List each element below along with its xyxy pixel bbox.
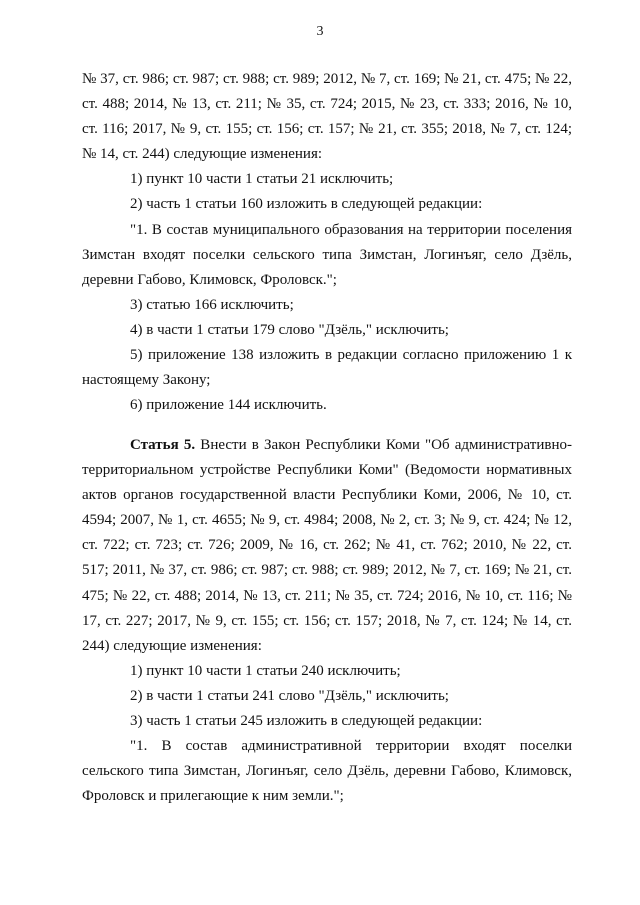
list-item: 3) часть 1 статьи 245 изложить в следующей редакции: [130,713,483,730]
text-block-amendments [82,67,572,418]
quoted-paragraph: "1. В состав административной территории входят поселки сельского типа Зимстан, Логинъяг, село Дзёль, деревни Габово, Климовск, Фроловск и прилегающие к ним земли."; [82,738,572,805]
list-item: 2) в части 1 статьи 241 слово "Дзёль," исключить; [130,687,449,704]
text-block-article-5 [82,433,572,809]
article-label: Статья 5. [130,437,196,453]
list-item: 1) пункт 10 части 1 статьи 21 исключить; [130,171,394,188]
quoted-paragraph: "1. В состав муниципального образования на территории поселения Зимстан входят поселки сельского типа Зимстан, Логинъяг, село Дзёль, деревни Габово, Климовск, Фроловск."; [82,221,572,288]
article-paragraph [82,433,572,659]
list-item: 2) часть 1 статьи 160 изложить в следующей редакции: [130,196,483,213]
list-item: 1) пункт 10 части 1 статьи 240 исключить; [130,662,401,679]
list-item: 4) в части 1 статьи 179 слово "Дзёль," исключить; [130,321,449,338]
paragraph-intro: № 37, ст. 986; ст. 987; ст. 988; ст. 989; 2012, № 7, ст. 169; № 21, ст. 475; № 22, ст. 488; 2014, № 13, ст. 211; № 35, ст. 724; 2015, № 23, ст. 333; 2016, № 10, ст. 116; 2017, № 9, ст. 155; ст. 156; ст. 157; № 21, ст. 355; 2018, № 7, ст. 124; № 14, ст. 244) следующие изменения: [82,71,572,163]
list-item: 6) приложение 144 исключить. [130,397,327,414]
list-item: 5) приложение 138 изложить в редакции согласно приложению 1 к настоящему Закону; [82,347,572,389]
page-number: 3 [316,24,324,39]
article-text: Внести в Закон Республики Коми "Об административно-территориальном устройстве Республики Коми" (Ведомости нормативных актов органов государственной власти Республики Коми, 2006, № 10, ст. 4594; 2007, № 1, ст. 4655; № 9, ст. 4984; 2008, № 2, ст. 3; № 9, ст. 424; № 12, ст. 722; ст. 723; ст. 726; 2009, № 16, ст. 262; № 41, ст. 762; 2010, № 22, ст. 517; 2011, № 37, ст. 986; ст. 987; ст. 988; ст. 989; 2012, № 7, ст. 169; № 21, ст. 475; № 22, ст. 488; 2014, № 13, ст. 211; № 35, ст. 724; 2016, № 10, ст. 116; № 17, ст. 227; 2017, № 9, ст. 155; ст. 156; ст. 157; 2018, № 7, ст. 124; № 14, ст. 244) следующие изменения: [82,437,572,654]
list-item: 3) статью 166 исключить; [130,296,294,313]
